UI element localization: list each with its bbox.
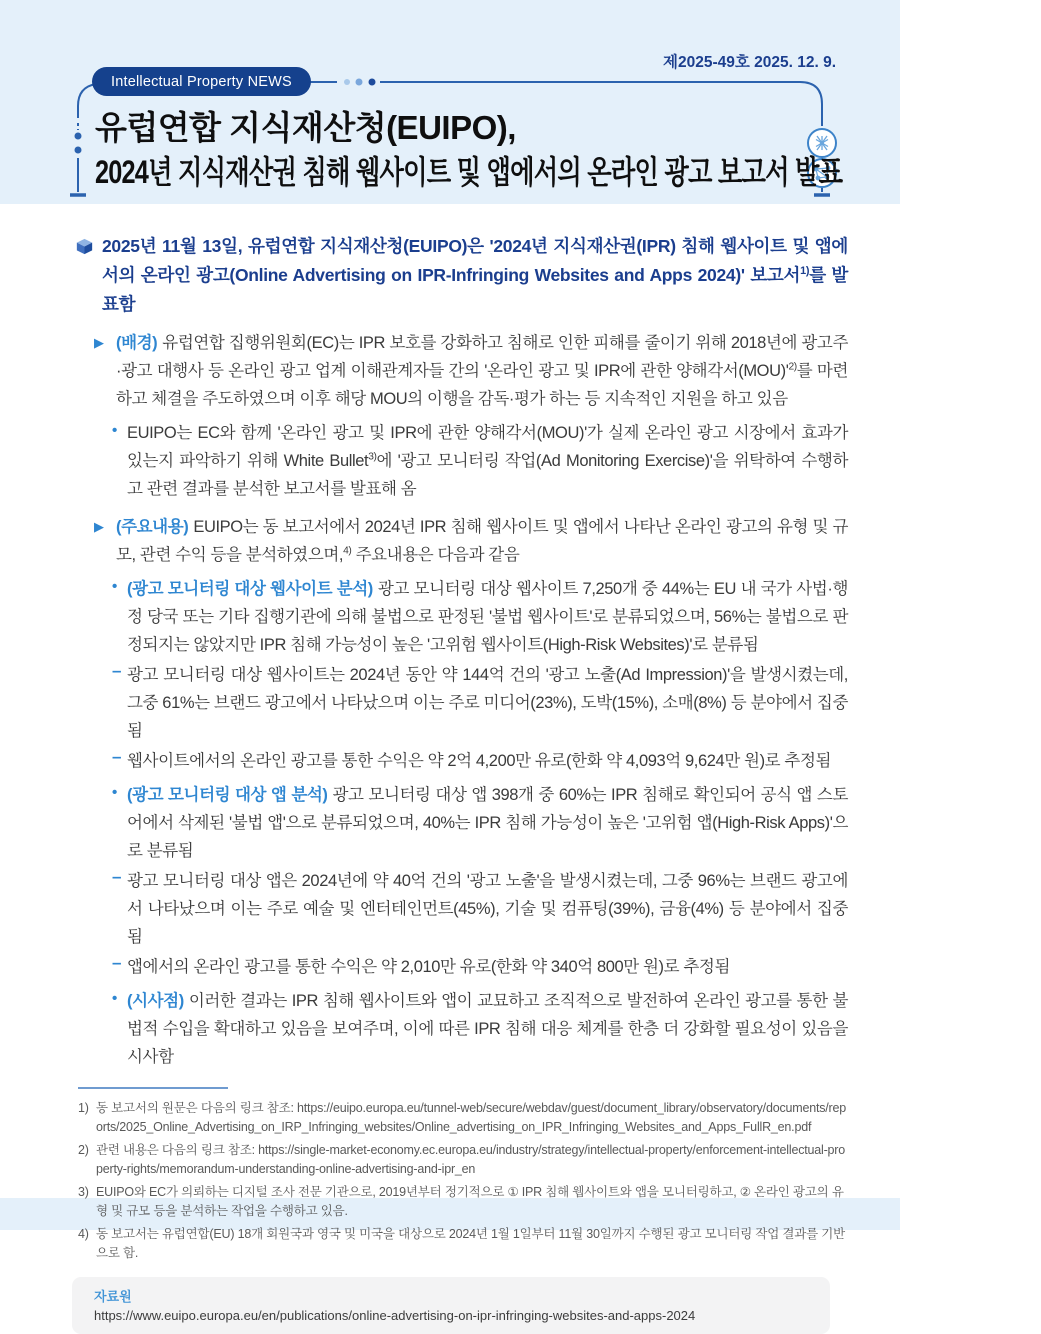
cube-bullet-icon: [76, 232, 102, 260]
dash-bullet-icon: –: [112, 867, 122, 886]
footnote-1: [78, 1099, 848, 1137]
footnote-number: 3): [78, 1185, 89, 1199]
footnote-number: 1): [78, 1101, 89, 1115]
background-text-part2: 를 마련하고 체결을 주도하였으며 이후 해당 MOU의 이행을 감독·평가 하는 등 지속적인 지원을 하고 있음: [116, 362, 848, 408]
main-points-text: [116, 513, 848, 569]
website-analysis-body: 광고 모니터링 대상 웹사이트 7,250개 중 44%는 EU 내 국가 사법·행정 당국 또는 기타 집행기관에 의해 불법으로 판정된 '불법 웹사이트'로 분류되었으며, 56%는 불법으로 판정되지는 않았지만 IPR 침해 가능성이 높은 '고위험 웹사이트(High-Risk Websites)'로 분류됨: [127, 580, 848, 654]
footnote-text: 동 보고서의 원문은 다음의 링크 참조: https://euipo.europa.eu/tunnel-web/secure/webdav/guest/document_library/observatory/documents/reports/2025_Online_Advertising_on_IRP_Infringing_websites/Online_advertising_on_IPR_Infringing_Websites_and_Apps_FullR_en.pdf: [96, 1101, 847, 1134]
implication-item: [112, 987, 848, 1071]
background-section: [94, 329, 848, 413]
app-analysis-item: [112, 781, 848, 865]
implication-label: (시사점): [127, 992, 184, 1010]
dot-bullet-icon: •: [112, 990, 118, 1007]
content: [0, 204, 900, 1334]
title-line-1: 유럽연합 지식재산청(EUIPO),: [95, 109, 516, 146]
website-dash-item-1: [112, 661, 848, 745]
footnote-text: 관련 내용은 다음의 링크 참조: https://single-market-economy.ec.europa.eu/industry/strategy/intellectual-property/enforcement-intellectual-property-rights/memorandum-understanding-online-advertising-and-ipr_en: [96, 1143, 846, 1176]
frame-dot-light: [344, 79, 350, 85]
footnote-text: EUIPO와 EC가 의뢰하는 디지털 조사 전문 기관으로, 2019년부터 정기적으로 ① IPR 침해 웹사이트와 앱을 모니터링하고, ② 온라인 광고의 유형 및 규모 등을 분석하는 작업을 수행하고 있음.: [96, 1185, 844, 1218]
euipo-ec-subitem: [112, 419, 848, 503]
footnote-text: 동 보고서는 유럽연합(EU) 18개 회원국과 영국 및 미국을 대상으로 2024년 1월 1일부터 11월 30일까지 수행된 광고 모니터링 작업 결과를 기반으로 함.: [96, 1227, 846, 1260]
main-points-text-part1: EUIPO는 동 보고서에서 2024년 IPR 침해 웹사이트 및 앱에서 나타난 온라인 광고의 유형 및 규모, 관련 수익 등을 분석하였으며,: [116, 518, 848, 564]
app-dash-item-1: [112, 867, 848, 951]
main-points-section: [94, 513, 848, 569]
title-line-2: 2024년 지식재산권 침해 웹사이트 및 앱에서의 온라인 광고 보고서 발표: [95, 154, 843, 190]
header: [0, 0, 900, 204]
lead-text: [102, 232, 848, 319]
footnote-ref-3: 3): [368, 451, 377, 463]
euipo-ec-text-part1: EUIPO는 EC와 함께 '온라인 광고 및 IPR에 관한 양해각서(MOU)'가 실제 온라인 광고 시장에서 효과가 있는지 파악하기 위해 White Bullet: [127, 424, 848, 470]
main-points-label: (주요내용): [116, 518, 189, 536]
app-dash-item-2: [112, 953, 848, 981]
triangle-bullet-icon: ▶: [94, 519, 104, 534]
implication-text: [127, 987, 848, 1071]
triangle-bullet-icon: ▶: [94, 335, 104, 350]
euipo-ec-text: [127, 419, 848, 503]
euipo-ec-text-part2: 에 '광고 모니터링 작업(Ad Monitoring Exercise)'을 위탁하여 수행하고 관련 결과를 분석한 보고서를 발표해 옴: [127, 452, 848, 498]
frame-dot-dark: [369, 79, 376, 86]
source-url: https://www.euipo.europa.eu/en/publications/online-advertising-on-ipr-infringing-websites-and-apps-2024: [94, 1308, 696, 1323]
website-analysis-text: [127, 575, 848, 659]
footnote-4: [78, 1225, 848, 1263]
implication-body: 이러한 결과는 IPR 침해 웹사이트와 앱이 교묘하고 조직적으로 발전하여 온라인 광고를 통한 불법적 수입을 확대하고 있음을 보여주며, 이에 따른 IPR 침해 대응 체계를 한층 더 강화할 필요성이 있음을 시사함: [127, 992, 848, 1066]
lead-text-part2: 를 발표함: [102, 265, 848, 314]
footnote-number: 2): [78, 1143, 89, 1157]
background-text-part1: 유럽연합 집행위원회(EC)는 IPR 보호를 강화하고 침해로 인한 피해를 줄이기 위해 2018년에 광고주·광고 대행사 등 온라인 광고 업계 이해관계자들 간의 '온라인 광고 및 IPR에 관한 양해각서(MOU)': [116, 334, 848, 380]
footnote-number: 4): [78, 1227, 89, 1241]
background-label: (배경): [116, 334, 158, 352]
frame-left-dot-1: [75, 133, 82, 140]
app-dash-text-2: 앱에서의 온라인 광고를 통한 수익은 약 2,010만 유로(한화 약 340억 800만 원)로 추정됨: [127, 958, 730, 976]
footnote-2: [78, 1141, 848, 1179]
dash-bullet-icon: –: [112, 661, 122, 680]
background-text: [116, 329, 848, 413]
page-title: [95, 106, 1041, 194]
footnote-ref-2: 2): [788, 361, 797, 373]
frame-left-dot-2: [75, 147, 82, 154]
footnote-ref-1: 1): [800, 265, 810, 278]
dash-bullet-icon: –: [112, 747, 122, 766]
footnotes: [78, 1099, 848, 1263]
website-analysis-item: [112, 575, 848, 659]
lead-paragraph: [76, 232, 848, 319]
website-dash-item-2: [112, 747, 848, 775]
footnote-3: [78, 1183, 848, 1221]
main-points-text-part2: 주요내용은 다음과 같음: [351, 546, 520, 564]
frame-dot-medium: [356, 79, 363, 86]
badge-label: Intellectual Property NEWS: [111, 73, 292, 90]
footnote-ref-4: 4): [343, 545, 352, 557]
source-label: 자료원: [94, 1289, 132, 1304]
website-analysis-label: (광고 모니터링 대상 웹사이트 분석): [127, 580, 373, 598]
app-analysis-text: [127, 781, 848, 865]
dash-bullet-icon: –: [112, 953, 122, 972]
app-analysis-body: 광고 모니터링 대상 앱 398개 중 60%는 IPR 침해로 확인되어 공식 앱 스토어에서 삭제된 '불법 앱'으로 분류되었으며, 40%는 IPR 침해 가능성이 높은 '고위험 앱(High-Risk Apps)'으로 분류됨: [127, 786, 849, 860]
newsletter-badge: [92, 67, 311, 96]
website-dash-text-2: 웹사이트에서의 온라인 광고를 통한 수익은 약 2억 4,200만 유로(한화 약 4,093억 9,624만 원)로 추정됨: [127, 752, 832, 770]
website-dash-text-1: 광고 모니터링 대상 웹사이트는 2024년 동안 약 144억 건의 '광고 노출(Ad Impression)'을 발생시켰는데, 그중 61%는 브랜드 광고에서 나타났으며 이는 주로 미디어(23%), 도박(15%), 소매(8%) 등 분야에서 집중됨: [127, 666, 848, 740]
dot-bullet-icon: •: [112, 578, 118, 595]
dot-bullet-icon: •: [112, 784, 118, 801]
footnote-divider: [78, 1087, 228, 1089]
app-analysis-label: (광고 모니터링 대상 앱 분석): [127, 786, 328, 804]
source-box: [72, 1277, 830, 1334]
issue-number: 제2025-49호 2025. 12. 9.: [662, 54, 836, 71]
app-dash-text-1: 광고 모니터링 대상 앱은 2024년에 약 40억 건의 '광고 노출'을 발생시켰는데, 그중 96%는 브랜드 광고에서 나타났으며 이는 주로 예술 및 엔터테인먼트(45%), 기술 및 컴퓨팅(39%), 금융(4%) 등 분야에서 집중됨: [127, 872, 848, 946]
dot-bullet-icon: •: [112, 422, 118, 439]
lead-text-part1: 2025년 11월 13일, 유럽연합 지식재산청(EUIPO)은 '2024년 지식재산권(IPR) 침해 웹사이트 및 앱에서의 온라인 광고(Online Advertising on IPR-Infringing Websites and Apps 2024)' 보고서: [102, 236, 848, 285]
